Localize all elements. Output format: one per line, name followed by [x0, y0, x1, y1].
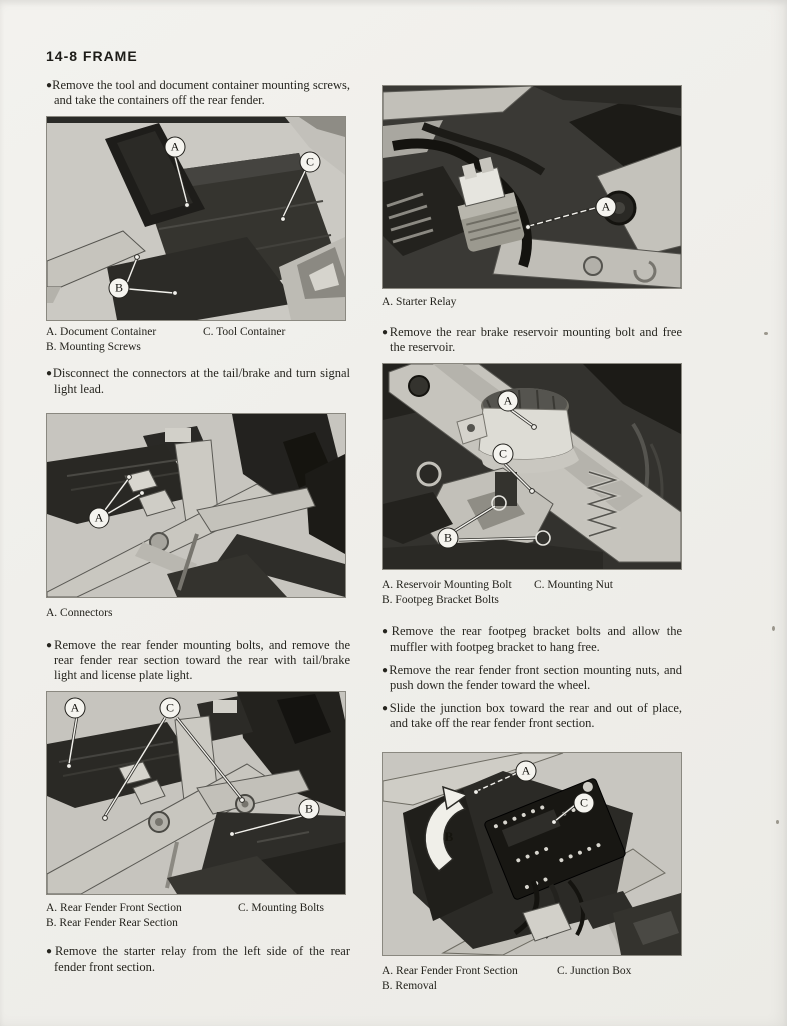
caption-rear-fender-front: A. Rear Fender Front Section [46, 902, 182, 915]
callout-b: B [444, 828, 454, 844]
scan-speck [764, 332, 768, 335]
callout-a: A [65, 698, 86, 719]
figure-brake-reservoir [382, 363, 682, 570]
caption-junction-box: C. Junction Box [557, 964, 632, 977]
photo-rear-fender-art [47, 692, 345, 894]
caption-footpeg-bracket-bolts: B. Footpeg Bracket Bolts [382, 594, 499, 607]
figure-starter-relay [382, 85, 682, 289]
callout-a: A [516, 760, 537, 781]
bullet-icon: ● [382, 664, 390, 676]
caption-rear-fender-front-2: A. Rear Fender Front Section [382, 964, 518, 977]
caption-connectors: A. Connectors [46, 606, 113, 619]
callout-a: A [498, 391, 519, 412]
photo-connectors-art [47, 414, 345, 597]
instruction-remove-front-section-nuts: ●Remove the rear fender front section mounting nuts, and push down the fender toward the wheel. [382, 662, 683, 693]
figure-rear-fender-bolts [46, 691, 346, 895]
caption-removal: B. Removal [382, 979, 437, 992]
caption-tool-container: C. Tool Container [203, 326, 286, 339]
caption-starter-relay: A. Starter Relay [382, 296, 457, 308]
instruction-remove-rear-fender: ●Remove the rear fender mounting bolts, and remove the rear fender rear section toward the rear with tail/brake light and license plate light. [46, 637, 350, 683]
right-column [382, 85, 682, 994]
instruction-remove-reservoir-bolt: ●Remove the rear brake reservoir mounting bolt and free the reservoir. [382, 325, 682, 355]
scan-speck [776, 820, 779, 824]
figure-connectors [46, 413, 346, 598]
instruction-remove-containers: ●Remove the tool and document container mounting screws, and take the containers off the rear fender. [46, 78, 350, 108]
figure5-caption-row [382, 578, 682, 593]
instruction-remove-footpeg-bolts: ●Remove the rear footpeg bracket bolts and allow the muffler with footpeg bracket to hang free. [382, 624, 682, 654]
caption-mounting-screws: B. Mounting Screws [46, 341, 141, 354]
bullet-icon: ● [46, 368, 53, 380]
callout-c: C [574, 792, 595, 813]
callout-b: B [109, 278, 130, 299]
bullet-icon: ● [382, 703, 390, 715]
bullet-icon: ● [382, 626, 392, 638]
bullet-icon: ● [46, 80, 53, 91]
photo-junction-box-art [383, 753, 681, 955]
callout-c: C [493, 444, 514, 465]
page-title: 14-8 FRAME [46, 48, 138, 64]
caption-mounting-nut: C. Mounting Nut [534, 579, 613, 592]
callout-b: B [299, 799, 320, 820]
callout-a: A [89, 507, 110, 528]
callout-c: C [300, 152, 321, 173]
caption-reservoir-bolt: A. Reservoir Mounting Bolt [382, 579, 512, 592]
callout-b: B [438, 528, 459, 549]
instruction-disconnect-connectors: ●Disconnect the connectors at the tail/brake and turn signal light lead. [46, 366, 350, 396]
photo-reservoir-art [383, 364, 681, 569]
photo-starter-relay-art [383, 86, 681, 288]
figure3-caption-row [46, 901, 350, 916]
callout-c: C [160, 698, 181, 719]
left-column [46, 78, 350, 983]
callout-a: A [165, 137, 186, 158]
caption-mounting-bolts: C. Mounting Bolts [238, 902, 324, 915]
bullet-icon: ● [46, 639, 55, 651]
caption-rear-fender-rear: B. Rear Fender Rear Section [46, 917, 178, 930]
callout-a: A [596, 197, 617, 218]
figure6-caption-row [382, 964, 682, 979]
instruction-remove-starter-relay: ●Remove the starter relay from the left side of the rear fender front section. [46, 944, 351, 974]
bullet-icon: ● [382, 327, 390, 338]
photo-document-container-art [47, 117, 345, 320]
figure-junction-box [382, 752, 682, 956]
scan-speck [772, 626, 775, 631]
figure1-caption-row [46, 325, 350, 340]
caption-document-container: A. Document Container [46, 326, 157, 339]
figure-document-container [46, 116, 346, 321]
bullet-icon: ● [46, 946, 55, 958]
instruction-slide-junction-box: ●Slide the junction box toward the rear and out of place, and take off the rear fender front section. [382, 701, 683, 731]
